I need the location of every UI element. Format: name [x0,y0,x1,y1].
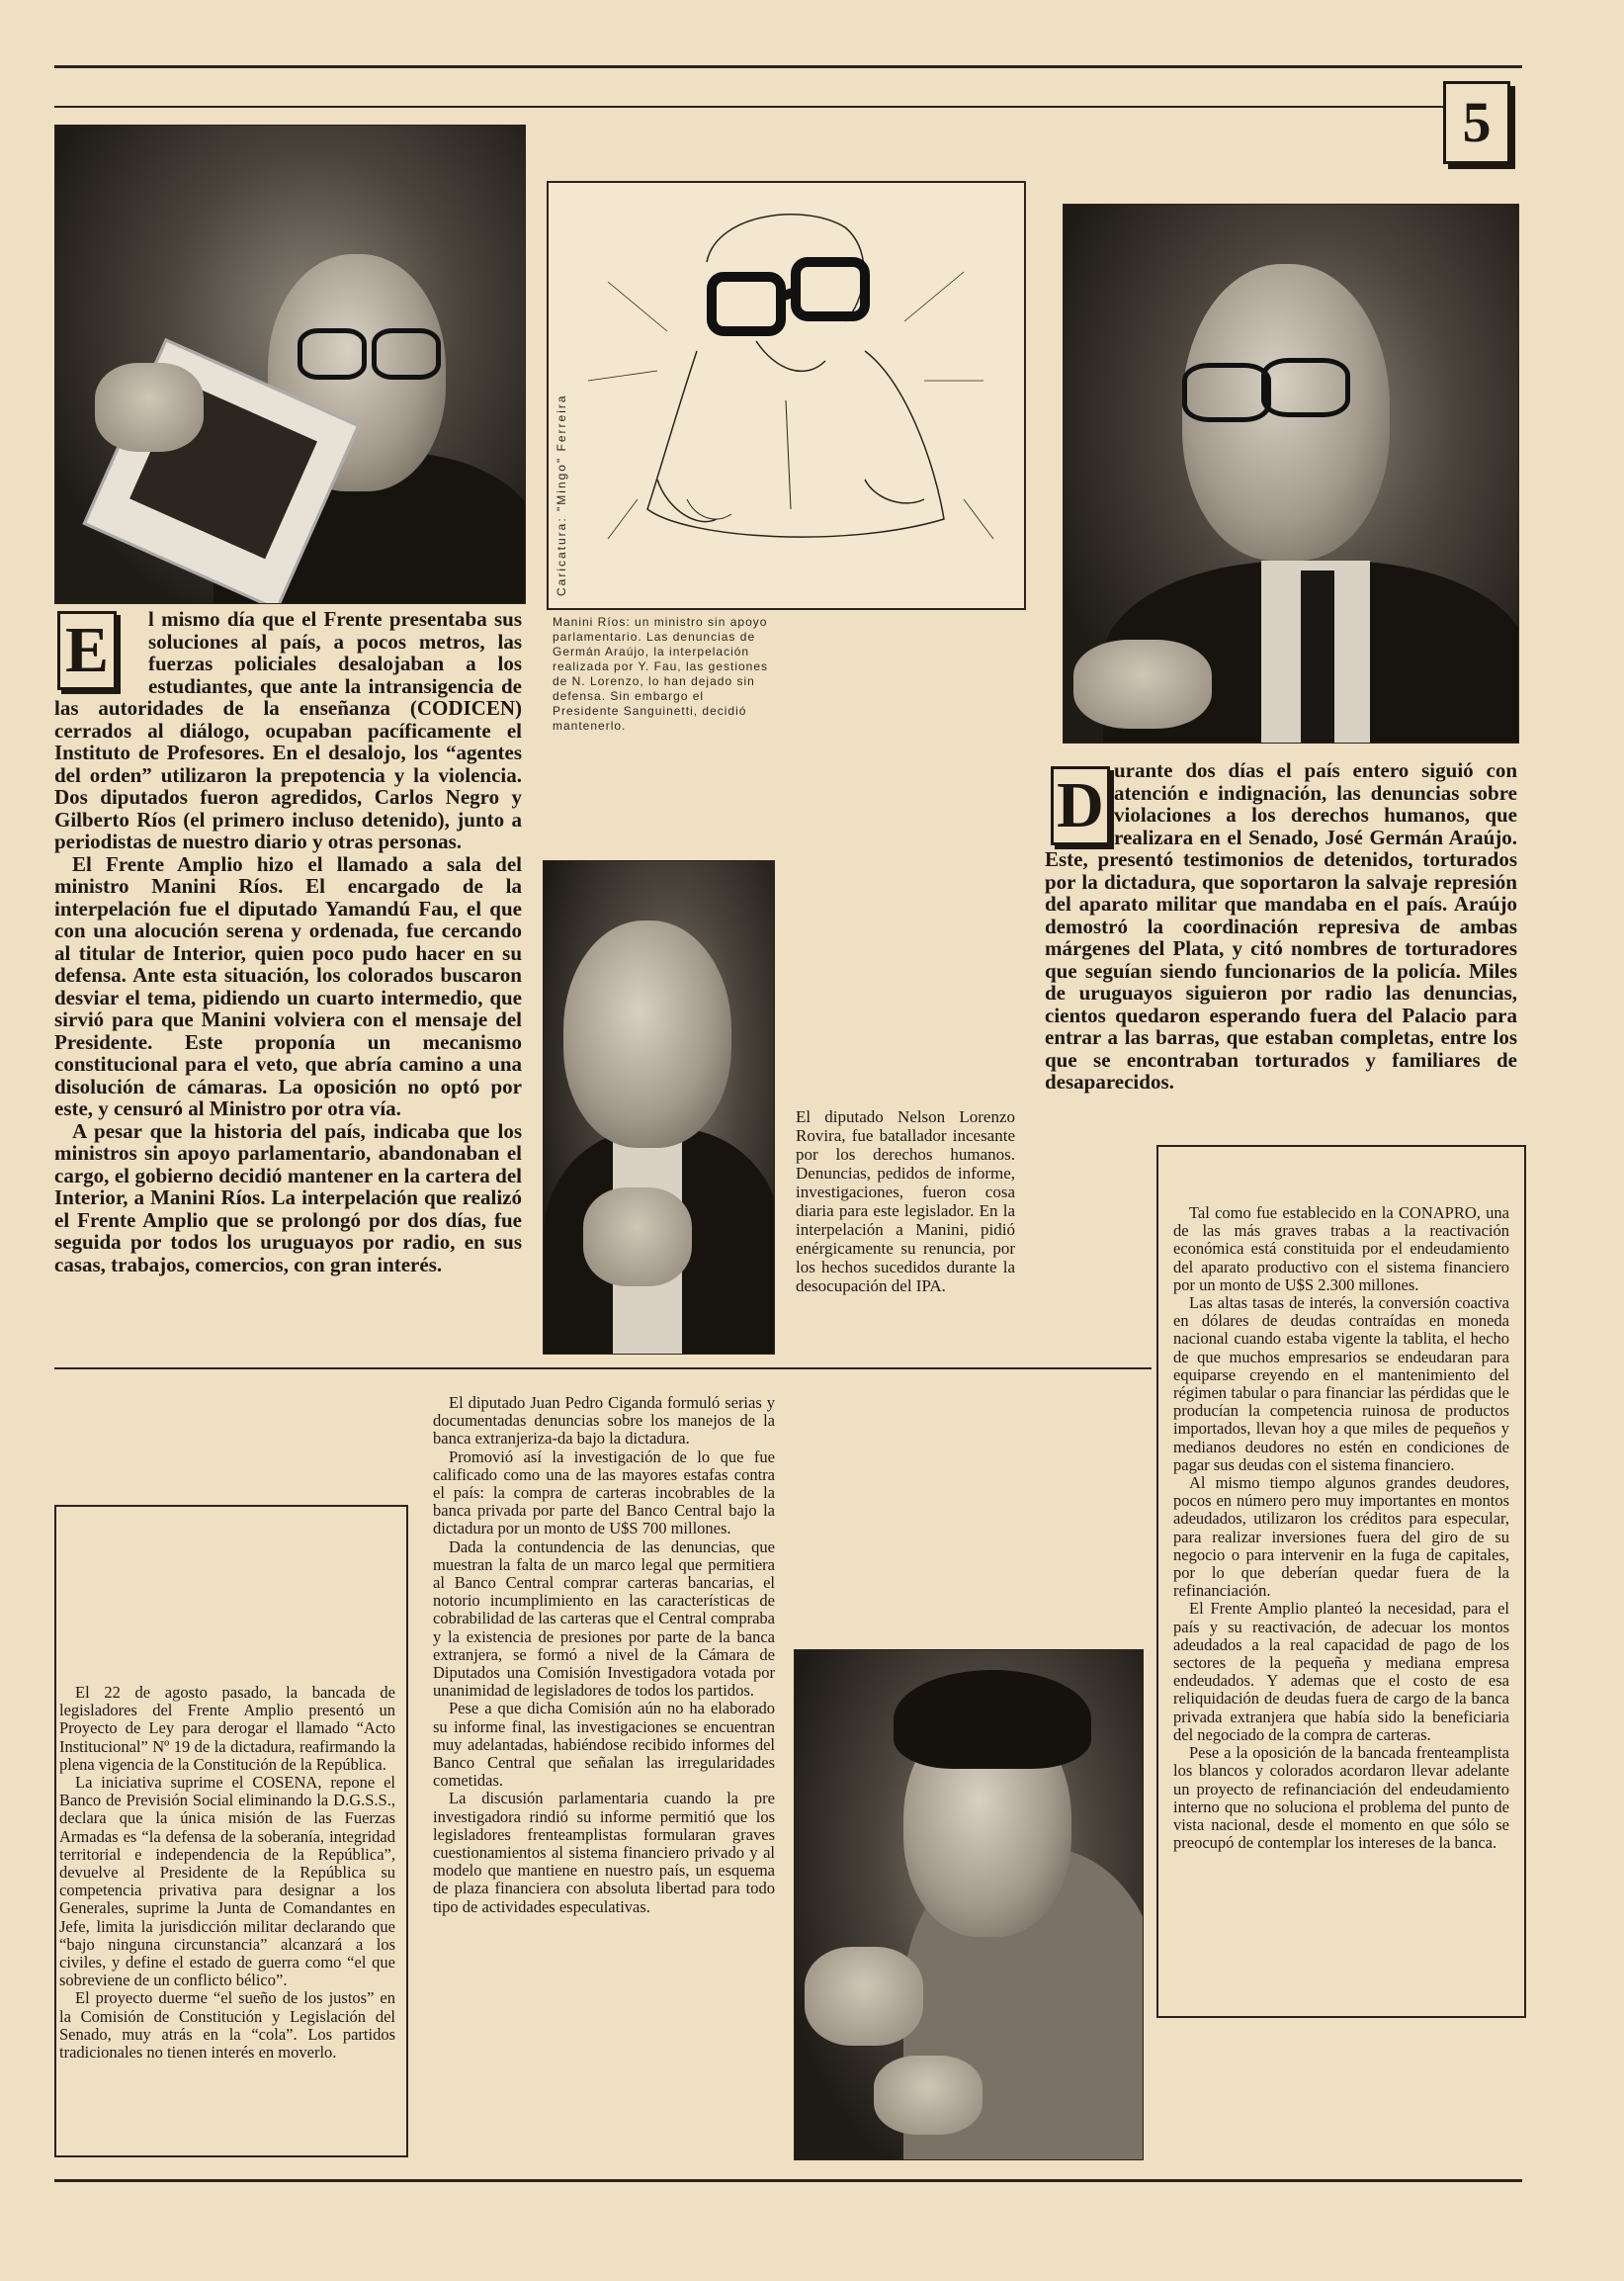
header-rule [54,106,1448,108]
article-left-p1: l mismo día que el Frente presentaba sus soluciones al país, a pocos metros, las fuerzas policiales desalojaban a los estudiantes, que ante la intransigencia de las autoridades de la enseñanza (CODICEN) cerrados al diálogo, ocupaban pacíficamente el Instituto de Profesores. En el desalojo, los “agentes del orden” utilizaron la prepotencia y la violencia. Dos diputados fueron agredidos, Carlos Negro y Gilberto Ríos (el primero incluso detenido), junto a periodistas de nuestro diario y otras personas. [54,607,522,853]
top-rule [54,65,1522,68]
page-number: 5 [1443,81,1510,164]
article-right [1045,759,1517,1094]
article-banca-p3: Dada la contundencia de las denuncias, que muestran la falta de un marco legal que permitiera al Banco Central comprar carteras bancarias, el notorio incumplimiento en las características de cobrabilidad de las carteras que el Central compraba y la existencia de presiones por parte de la banca extranjera, se formó a nivel de la Cámara de Diputados una Comisión Investigadora votada por unanimidad de legisladores de todos los partidos. [433,1536,775,1701]
article-banca-p1: El diputado Juan Pedro Ciganda formuló serias y documentadas denuncias sobre los manejos de la banca extranjeriza-da bajo la dictadura. [433,1393,775,1448]
article-right-text: urante dos días el país entero siguió con atención e indignación, las denuncias sobre violaciones a los derechos humanos, que realizara en el Senado, José Germán Araújo. Este, presentó testimonios de detenidos, torturados por la dictadura, que soportaron la salvaje represión del aparato militar que mandaba en el país. Araújo demostró la coordinación represiva de ambas márgenes del Plata, y citó nombres de torturadores que seguían siendo funcionarios de la policía. Miles de uruguayos siguieron por radio las denuncias, cientos quedaron esperando fuera del Palacio para entrar a las barras, que estaban completas, entre los que se encontraban torturados y familiares de desaparecidos. [1045,758,1517,1094]
dropcap-e: E [57,611,117,690]
box-conapro-p1: Tal como fue establecido en la CONAPRO, una de las más graves trabas a la reactivación económica está constituida por el endeudamiento del aparato productivo con el sistema financiero por un monto de U$S 2.300 millones. [1173,1203,1509,1294]
photo-nelson-lorenzo [543,860,775,1355]
box-cosena-p3: El proyecto duerme “el sueño de los justos” en la Comisión de Constitución y Legislación del Senado, muy atrás en la “cola”. Los partidos tradicionales no tienen interés en moverlo. [59,1988,395,2062]
mid-rule [54,1367,1152,1369]
article-banca-p5: La discusión parlamentaria cuando la pre investigadora rindió su informe permitió que los legisladores frenteamplistas formularan graves cuestionamientos al sistema financiero privado y al modelo que mantiene en nuestro país, un esquema de plaza financiera con absoluta libertad para todo tipo de actividades especulativas. [433,1789,775,1916]
article-left-p2: El Frente Amplio hizo el llamado a sala del ministro Manini Ríos. El encargado de la interpelación fue el diputado Yamandú Fau, el que con una alocución serena y ordenada, fue cercando al titular de Interior, quien poco pudo hacer en su defensa. Ante esta situación, los colorados buscaron desviar el tema, pidiendo un cuarto intermedio, que sirvió para que Manini volviera con el mensaje del Presidente. Este proponía un mecanismo constitucional para el veto, que abría camino a una disolución de cámaras. La oposición no optó por este, y censuró al Ministro por otra vía. [54,851,522,1120]
article-left [54,608,522,1275]
cartoon-credit: Caricatura: "Mingo" Ferreira [555,394,568,596]
bottom-rule [54,2179,1522,2182]
box-cosena-p2: La iniciativa suprime el COSENA, repone el Banco de Previsión Social eliminando la D.G.S.S., declara que la única misión de las Fuerzas Armadas es “la defensa de la soberanía, integridad territorial e independencia de la República”, devuelve al Presidente de la República su competencia privativa para designar a los Generales, suprime la Junta de Comandantes en Jefe, limita la jurisdicción militar declarando que “bajo ninguna circunstancia” alcanzará a los civiles, y define el estado de guerra como “el que sobreviene de un conflicto bélico”. [59,1773,395,1990]
article-banca-p2: Promovió así la investigación de lo que fue calificado como una de las mayores estafas contra el país: la compra de carteras incobrables de la banca privada por parte del Banco Central bajo la dictadura por un monto de U$S 700 millones. [433,1447,775,1538]
photo-ciganda [794,1649,1144,2160]
article-left-p3: A pesar que la historia del país, indicaba que los ministros sin apoyo parlamentario, abandonaban el cargo, el gobierno decidió mantener en la cartera del Interior, a Manini Ríos. La interpelación que realizó el Frente Amplio que se prolongó por dos días, fue seguida por todos los uruguayos por radio, en sus casas, trabajos, comercios, con gran interés. [54,1118,522,1276]
box-cosena-text [59,1684,395,2062]
box-conapro-p2: Las altas tasas de interés, la conversión coactiva en dólares de deudas contraídas en moneda nacional cuando estaba vigente la tablita, el hecho de que muchos empresarios se endeudaran para equiparse creyendo en el mantenimiento del régimen tabular o para financiar las pérdidas que le producían la competencia ruinosa de productos importados, llevan hoy a que miles de pequeños y medianos deudores no estén en condiciones de pagar sus deudas con el sistema financiero. [1173,1293,1509,1474]
photo-man-with-magazine [54,125,526,604]
box-conapro-p4: El Frente Amplio planteó la necesidad, para el país y su reactivación, de adecuar los montos adeudados a la real capacidad de pago de los sectores de la pequeña y mediana empresa endeudados. Y ademas que el costo de esa reliquidación de deudas fuera de cargo de la banca privada extranjera que había sido la beneficiaria del negociado de la compra de carteras. [1173,1599,1509,1744]
box-conapro-p5: Pese a la oposición de la bancada frenteamplista los blancos y colorados acordaron llevar adelante un proyecto de refinanciación del endeudamiento interno que no soluciona el problema del punto de vista nacional, desde el momento en que sólo se preocupó de contemplar los intereses de la banca. [1173,1743,1509,1853]
box-conapro-p3: Al mismo tiempo algunos grandes deudores, pocos en número pero muy importantes en montos adeudados, utilizaron los créditos para especular, para realizar inversiones fuera del giro de su negocio o para intervenir en la fuga de capitales, por lo que deberían quedar fuera de la refinanciación. [1173,1473,1509,1601]
article-banca-p4: Pese a que dicha Comisión aún no ha elaborado su informe final, las investigaciones se encuentran muy adelantadas, habiéndose recibido informes del Banco Central que señalan las irregularidades cometidas. [433,1699,775,1791]
box-conapro-text [1173,1204,1509,1852]
article-banca [433,1394,775,1916]
caption-nelson-lorenzo: El diputado Nelson Lorenzo Rovira, fue batallador incesante por los derechos humanos. Denuncias, pedidos de informe, investigaciones, fueron cosa diaria para este legislador. En la interpelación a Manini, pidió enérgicamente su renuncia, por los hechos sucedidos durante la desocupación del IPA. [796,1107,1015,1295]
cartoon-caption: Manini Ríos: un ministro sin apoyo parlamentario. Las denuncias de Germán Araújo, la interpelación realizada por Y. Fau, las gestiones de N. Lorenzo, lo han dejado sin defensa. Sin embargo el Presidente Sanguinetti, decidió mantenerlo. [553,615,769,733]
cartoon-drawing [549,183,1024,608]
box-cosena-p1: El 22 de agosto pasado, la bancada de legisladores del Frente Amplio presentó un Proyecto de Ley para derogar el llamado “Acto Institucional” Nº 19 de la dictadura, reafirmando la plena vigencia de la Constitución de la República. [59,1683,395,1774]
cartoon-manini [547,181,1026,610]
dropcap-d: D [1051,766,1110,845]
photo-araujo [1063,204,1519,744]
